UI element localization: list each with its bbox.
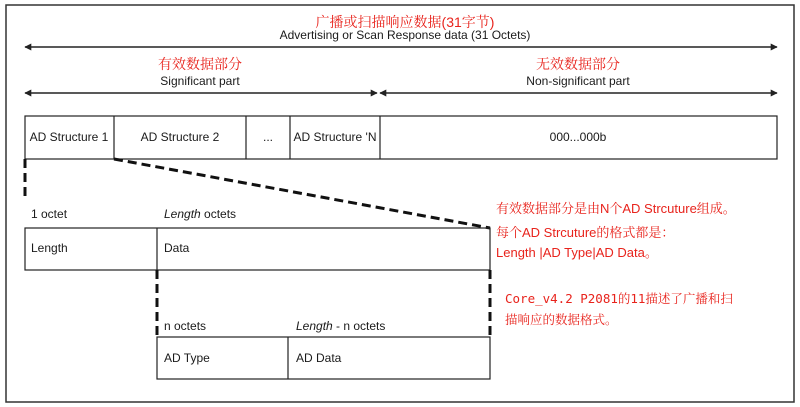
annotation-line-5: 描响应的数据格式。: [505, 312, 618, 327]
data-octets-label: Length octets: [164, 207, 237, 221]
title-en: Advertising or Scan Response data (31 Octets): [279, 28, 531, 42]
structure-cell-padding: 000...000b: [549, 130, 607, 144]
title-cn: 广播或扫描响应数据(31字节): [315, 14, 495, 30]
significant-label-en: Significant part: [160, 74, 240, 88]
data-field: Data: [164, 241, 190, 255]
annotation-line-4: Core_v4.2 P2081的11描述了广播和扫: [505, 291, 733, 306]
structure-cell-n: AD Structure 'N: [293, 130, 377, 144]
nonsignificant-label-en: Non-significant part: [526, 74, 630, 88]
structure-row-box: [25, 116, 777, 159]
annotation-line-2: 每个AD Strcuture的格式都是：: [496, 225, 675, 240]
type-octets-label: n octets: [164, 319, 207, 333]
length-octets-label: 1 octet: [31, 207, 68, 221]
structure-cell-2: AD Structure 2: [140, 130, 220, 144]
annotation-line-3: Length |AD Type|AD Data。: [496, 245, 658, 260]
significant-label-cn: 有效数据部分: [158, 56, 242, 72]
ad-type-field: AD Type: [164, 351, 210, 365]
structure-cell-1: AD Structure 1: [29, 130, 109, 144]
ad-structure-box: [25, 228, 490, 270]
ad-data-octets-label: Length - n octets: [296, 319, 386, 333]
length-field: Length: [31, 241, 68, 255]
structure-cell-ellipsis: ...: [262, 130, 274, 144]
ad-data-field: AD Data: [296, 351, 342, 365]
nonsignificant-label-cn: 无效数据部分: [536, 56, 620, 72]
annotation-line-1: 有效数据部分是由N个AD Strcuture组成。: [496, 201, 736, 216]
